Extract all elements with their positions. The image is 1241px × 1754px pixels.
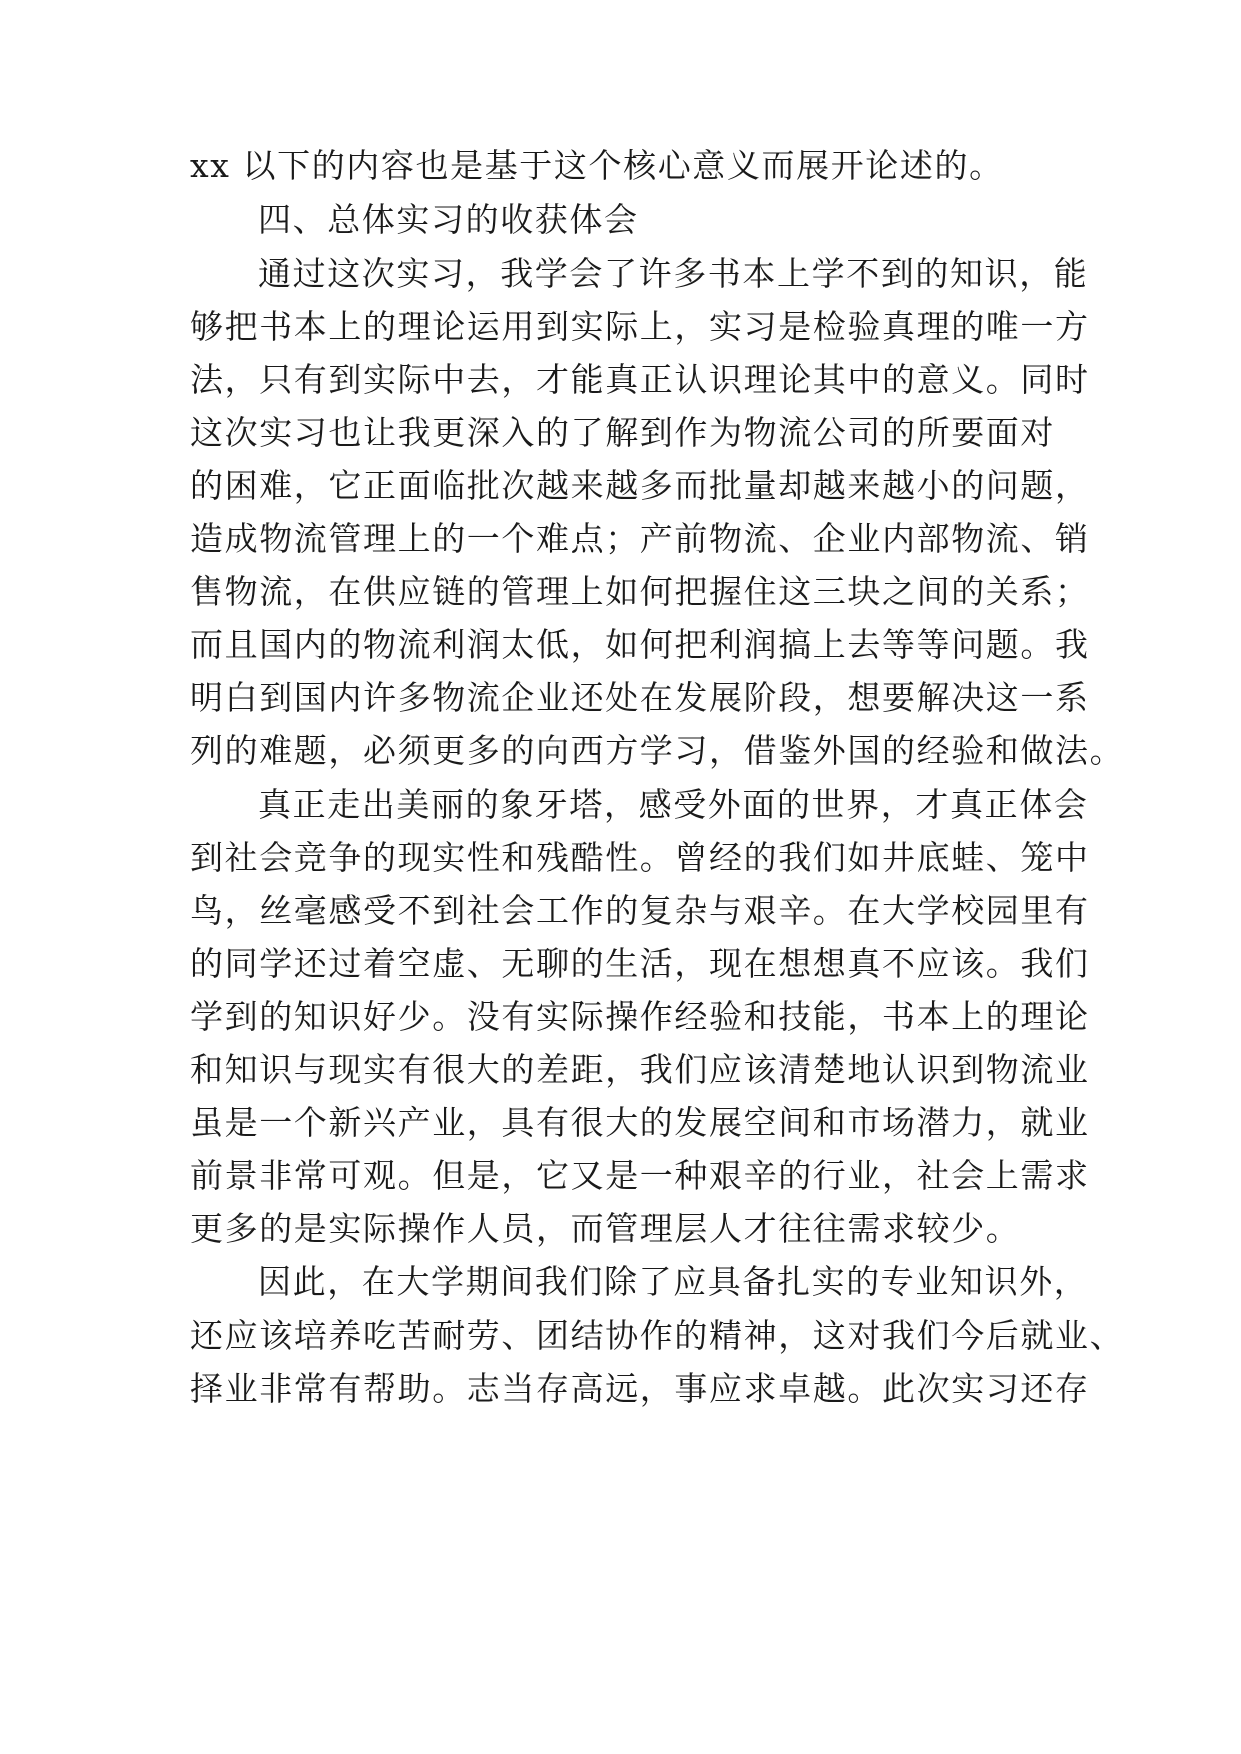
text-line: 这次实习也让我更深入的了解到作为物流公司的所要面对: [190, 413, 1055, 452]
section-heading: 四、总体实习的收获体会: [258, 200, 639, 239]
text-line: 学到的知识好少。没有实际操作经验和技能，书本上的理论: [190, 997, 1090, 1036]
text-line: 因此，在大学期间我们除了应具备扎实的专业知识外，: [258, 1262, 1089, 1301]
text-line: 造成物流管理上的一个难点；产前物流、企业内部物流、销: [190, 519, 1090, 558]
text-line: 前景非常可观。但是，它又是一种艰辛的行业，社会上需求: [190, 1156, 1090, 1195]
text-line: 的同学还过着空虚、无聊的生活，现在想想真不应该。我们: [190, 944, 1090, 983]
text-line: 更多的是实际操作人员，而管理层人才往往需求较少。: [190, 1209, 1021, 1248]
text-line: 列的难题，必须更多的向西方学习，借鉴外国的经验和做法。: [190, 731, 1125, 770]
text-line: 售物流，在供应链的管理上如何把握住这三块之间的关系；: [190, 572, 1090, 611]
text-line: 虽是一个新兴产业，具有很大的发展空间和市场潜力，就业: [190, 1103, 1090, 1142]
text-line: 鸟，丝毫感受不到社会工作的复杂与艰辛。在大学校园里有: [190, 891, 1090, 930]
text-line: 的困难，它正面临批次越来越多而批量却越来越小的问题，: [190, 466, 1090, 505]
text-line: 法，只有到实际中去，才能真正认识理论其中的意义。同时: [190, 360, 1090, 399]
text-line: 和知识与现实有很大的差距，我们应该清楚地认识到物流业: [190, 1050, 1090, 1089]
text-line: 真正走出美丽的象牙塔，感受外面的世界，才真正体会: [258, 785, 1089, 824]
text-line: 而且国内的物流利润太低，如何把利润搞上去等等问题。我: [190, 625, 1090, 664]
text-line: 明白到国内许多物流企业还处在发展阶段，想要解决这一系: [190, 678, 1090, 717]
text-line: 到社会竞争的现实性和残酷性。曾经的我们如井底蛙、笼中: [190, 838, 1090, 877]
text-line: 够把书本上的理论运用到实际上，实习是检验真理的唯一方: [190, 307, 1090, 346]
text-line: 择业非常有帮助。志当存高远，事应求卓越。此次实习还存: [190, 1369, 1090, 1408]
text-line: xx 以下的内容也是基于这个核心意义而展开论述的。: [190, 146, 1004, 185]
text-line: 通过这次实习，我学会了许多书本上学不到的知识，能: [258, 254, 1089, 293]
text-line: 还应该培养吃苦耐劳、团结协作的精神，这对我们今后就业、: [190, 1316, 1125, 1355]
